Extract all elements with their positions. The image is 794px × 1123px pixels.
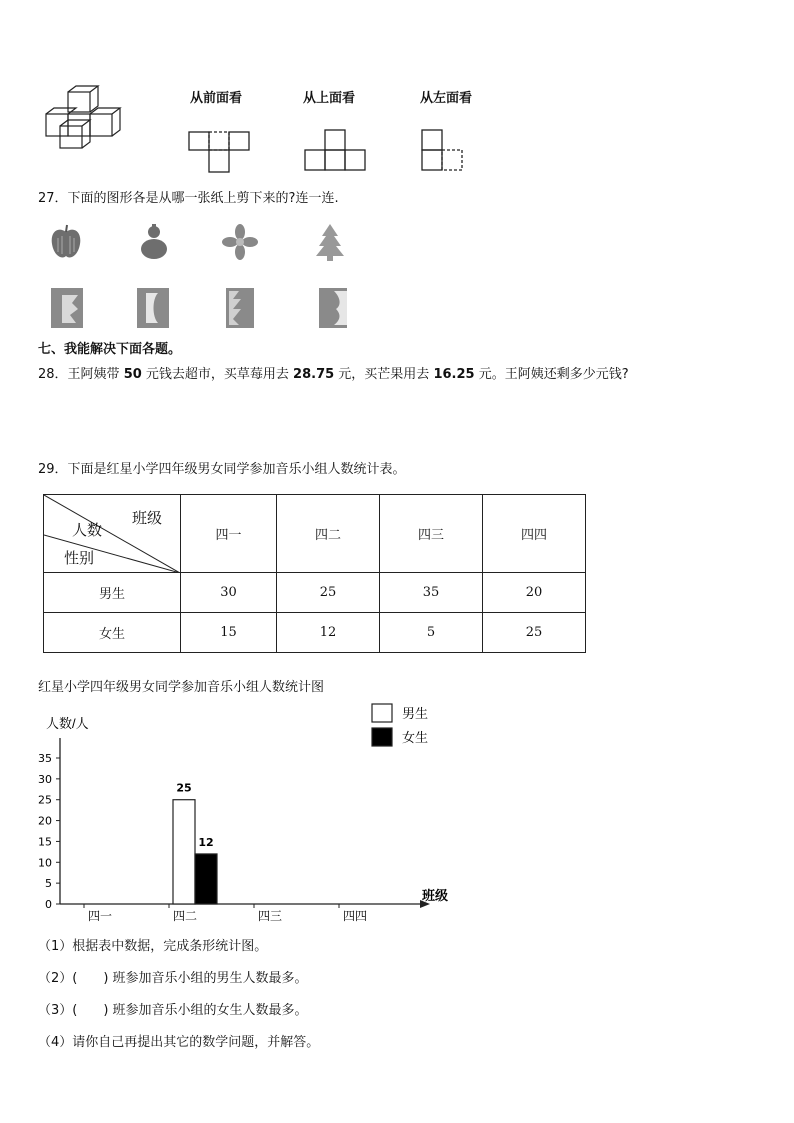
y-tick-label: 35 [38, 752, 52, 765]
question-text: 王阿姨带 [67, 367, 124, 382]
bar-value-label: 25 [176, 781, 192, 795]
question-text: 下面的图形各是从哪一张纸上剪下来的?连一连. [67, 191, 339, 206]
question-text: 元。王阿姨还剩多少元钱? [474, 367, 629, 382]
front-view-label: 从前面看 [190, 91, 243, 106]
table-cell: 5 [380, 613, 483, 653]
table-header-row [44, 495, 586, 573]
subquestion-3: （3）( ) 班参加音乐小组的女生人数最多。 [38, 1003, 308, 1018]
question-29 [38, 458, 406, 477]
header-class-label: 班级 [132, 509, 163, 527]
y-tick-label: 25 [38, 793, 52, 807]
subquestion-4: （4）请你自己再提出其它的数学问题，并解答。 [38, 1035, 320, 1050]
bar-boys [173, 800, 195, 904]
header-gender-label: 性别 [64, 549, 95, 567]
top-view-drawing [303, 128, 367, 174]
header-count-label: 人数 [72, 521, 103, 539]
y-tick-label: 5 [45, 877, 52, 891]
table-cell: 30 [181, 573, 277, 613]
bar-chart [30, 700, 470, 932]
question-text: 元，买芒果用去 [334, 367, 434, 382]
column-header: 四二 [277, 495, 380, 573]
table-cell: 15 [181, 613, 277, 653]
bar-value-label: 12 [198, 835, 214, 849]
subquestion-2: （2）( ) 班参加音乐小组的男生人数最多。 [38, 971, 308, 986]
table-cell: 35 [380, 573, 483, 613]
stats-table [43, 494, 586, 653]
table-row [44, 613, 586, 653]
x-tick-label: 四三 [257, 909, 283, 923]
y-tick-label: 0 [45, 898, 52, 911]
table-row [44, 573, 586, 613]
question-number: 28． [38, 367, 68, 382]
flower-shape-icon [222, 222, 258, 262]
x-tick-label: 四二 [172, 909, 198, 923]
paper-e-1-icon [50, 287, 84, 329]
x-tick-label: 四四 [342, 909, 368, 923]
paper-e-3-icon [318, 287, 348, 329]
amount-strawberry: 28.75 [293, 367, 335, 382]
cube-stack-figure [40, 82, 130, 154]
gourd-shape-icon [136, 222, 172, 262]
y-tick-label: 30 [38, 772, 52, 786]
bar-girls [195, 854, 217, 904]
y-tick-label: 10 [38, 856, 52, 870]
question-number: 27． [38, 191, 68, 206]
question-number: 29． [38, 462, 68, 477]
question-27 [38, 187, 339, 206]
column-header: 四一 [181, 495, 277, 573]
x-axis-label: 班级 [422, 888, 449, 903]
x-tick-label: 四一 [87, 909, 113, 923]
chart-title: 红星小学四年级男女同学参加音乐小组人数统计图 [38, 680, 325, 695]
row-label: 女生 [44, 613, 181, 653]
section-7-heading: 七、我能解决下面各题。 [38, 342, 182, 357]
legend-swatch-boys [372, 704, 392, 722]
subquestion-1: （1）根据表中数据，完成条形统计图。 [38, 939, 268, 954]
question-text: 元钱去超市，买草莓用去 [141, 367, 294, 382]
top-view-label: 从上面看 [303, 91, 356, 106]
apple-shape-icon [48, 222, 84, 262]
column-header: 四三 [380, 495, 483, 573]
question-text: 下面是红星小学四年级男女同学参加音乐小组人数统计表。 [67, 462, 406, 477]
table-cell: 25 [277, 573, 380, 613]
paper-c-icon [136, 287, 170, 329]
left-view-drawing [420, 128, 466, 174]
column-header: 四四 [483, 495, 586, 573]
amount-mango: 16.25 [433, 367, 475, 382]
diagonal-header-cell [44, 495, 181, 573]
paper-e-2-icon [225, 287, 255, 329]
legend-swatch-girls [372, 728, 392, 746]
row-label: 男生 [44, 573, 181, 613]
left-view-label: 从左面看 [420, 91, 473, 106]
tree-shape-icon [312, 222, 348, 262]
y-tick-label: 20 [38, 814, 52, 828]
table-cell: 25 [483, 613, 586, 653]
table-cell: 12 [277, 613, 380, 653]
legend-label: 男生 [402, 707, 429, 722]
legend-label: 女生 [402, 731, 429, 746]
front-view-drawing [188, 128, 250, 174]
amount-50: 50 [123, 367, 142, 382]
table-cell: 20 [483, 573, 586, 613]
y-tick-label: 15 [38, 835, 52, 849]
question-28 [38, 363, 629, 382]
y-axis-label: 人数/人 [46, 716, 89, 731]
